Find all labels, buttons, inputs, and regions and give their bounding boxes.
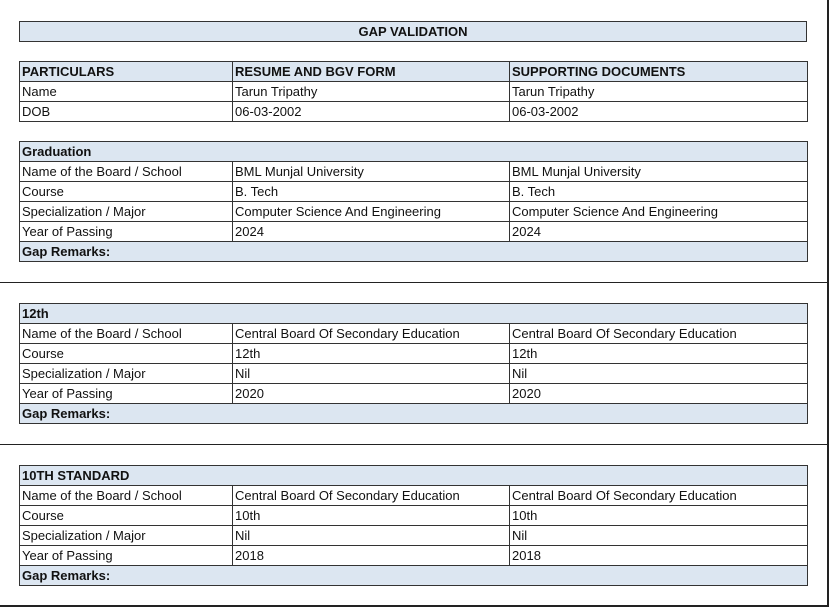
row-supporting-value: BML Munjal University <box>510 162 808 182</box>
row-label: Specialization / Major <box>20 202 233 222</box>
gap-remarks-row <box>20 404 808 424</box>
section-heading: Graduation <box>20 142 808 162</box>
tenth-table <box>19 465 808 586</box>
header-particulars: PARTICULARS <box>20 62 233 82</box>
row-resume-value: Central Board Of Secondary Education <box>233 486 510 506</box>
table-row <box>20 526 808 546</box>
row-resume-value: 06-03-2002 <box>233 102 510 122</box>
row-supporting-value: Nil <box>510 526 808 546</box>
section-frame-graduation <box>0 0 829 284</box>
gap-remarks-row <box>20 566 808 586</box>
section-heading: 12th <box>20 304 808 324</box>
row-resume-value: Central Board Of Secondary Education <box>233 324 510 344</box>
row-supporting-value: B. Tech <box>510 182 808 202</box>
row-supporting-value: 06-03-2002 <box>510 102 808 122</box>
section-frame-12th <box>0 283 829 446</box>
row-supporting-value: Nil <box>510 364 808 384</box>
gap-remarks-label: Gap Remarks: <box>20 404 808 424</box>
row-label: Course <box>20 182 233 202</box>
row-label: Name <box>20 82 233 102</box>
table-row <box>20 506 808 526</box>
row-resume-value: B. Tech <box>233 182 510 202</box>
row-resume-value: 2020 <box>233 384 510 404</box>
page-title: GAP VALIDATION <box>19 21 807 42</box>
row-supporting-value: Tarun Tripathy <box>510 82 808 102</box>
table-row <box>20 182 808 202</box>
row-resume-value: Tarun Tripathy <box>233 82 510 102</box>
gap-remarks-label: Gap Remarks: <box>20 566 808 586</box>
table-row <box>20 546 808 566</box>
header-supporting: SUPPORTING DOCUMENTS <box>510 62 808 82</box>
row-label: Specialization / Major <box>20 526 233 546</box>
gap-remarks-label: Gap Remarks: <box>20 242 808 262</box>
table-row <box>20 384 808 404</box>
row-supporting-value: 2018 <box>510 546 808 566</box>
row-label: Specialization / Major <box>20 364 233 384</box>
graduation-table <box>19 141 808 262</box>
row-label: DOB <box>20 102 233 122</box>
row-supporting-value: Central Board Of Secondary Education <box>510 486 808 506</box>
personal-table <box>19 61 808 122</box>
row-label: Name of the Board / School <box>20 486 233 506</box>
table-row <box>20 102 808 122</box>
row-label: Year of Passing <box>20 384 233 404</box>
header-resume: RESUME AND BGV FORM <box>233 62 510 82</box>
row-resume-value: Computer Science And Engineering <box>233 202 510 222</box>
row-label: Year of Passing <box>20 546 233 566</box>
row-supporting-value: Central Board Of Secondary Education <box>510 324 808 344</box>
section-heading: 10TH STANDARD <box>20 466 808 486</box>
row-label: Course <box>20 506 233 526</box>
row-resume-value: 2024 <box>233 222 510 242</box>
row-supporting-value: 12th <box>510 344 808 364</box>
twelfth-table <box>19 303 808 424</box>
table-row <box>20 202 808 222</box>
row-label: Name of the Board / School <box>20 324 233 344</box>
row-label: Name of the Board / School <box>20 162 233 182</box>
row-resume-value: 2018 <box>233 546 510 566</box>
row-supporting-value: 2024 <box>510 222 808 242</box>
row-resume-value: 12th <box>233 344 510 364</box>
section-frame-10th <box>0 445 829 607</box>
table-row <box>20 162 808 182</box>
row-resume-value: Nil <box>233 526 510 546</box>
row-resume-value: Nil <box>233 364 510 384</box>
table-row <box>20 222 808 242</box>
row-supporting-value: 2020 <box>510 384 808 404</box>
table-row <box>20 486 808 506</box>
table-row <box>20 324 808 344</box>
table-row <box>20 82 808 102</box>
row-supporting-value: Computer Science And Engineering <box>510 202 808 222</box>
row-label: Year of Passing <box>20 222 233 242</box>
table-row <box>20 364 808 384</box>
row-resume-value: BML Munjal University <box>233 162 510 182</box>
gap-remarks-row <box>20 242 808 262</box>
row-supporting-value: 10th <box>510 506 808 526</box>
row-label: Course <box>20 344 233 364</box>
table-header-row <box>20 62 808 82</box>
row-resume-value: 10th <box>233 506 510 526</box>
table-row <box>20 344 808 364</box>
